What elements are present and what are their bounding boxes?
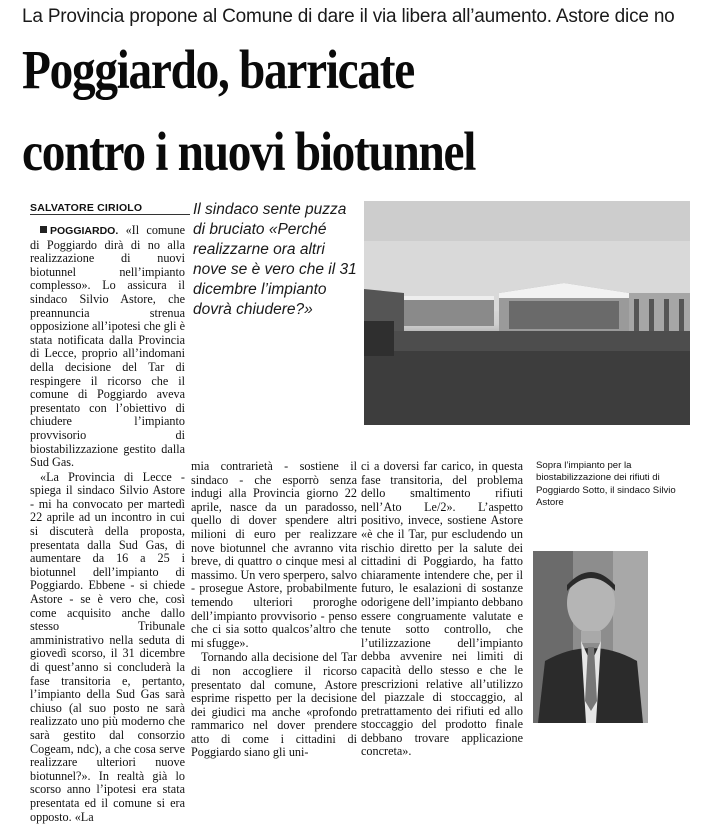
kicker-subheadline: La Provincia propone al Comune di dare il via libera all’aumento. Astore dice no bbox=[22, 6, 675, 27]
column-3-paragraph-1: ci a doversi far carico, in questa fase transitoria, del problema dello smaltimento rifiuti nell’Ato Le/2». L’aspetto positivo, invece, sostiene Astore «è che il Tar, pur escludendo un rischio diretto per la salute dei cittadini di Poggiardo, ha fatto chiaramente intendere che, per il futuro, le esalazioni di sostanze odorigene dell’impianto debbano essere congruamente valutate e tenute sotto controllo, che l’utilizzazione dell’impianto debba avvenire nei limiti di capacità dello stesso e che le prescrizioni relative all’utilizzo del piazzale di stoccaggio, al pretrattamento dei rifiuti ed allo stoccaggio del prodotto finale debbano trovare applicazione concreta». bbox=[361, 459, 523, 759]
bullet-square-icon bbox=[40, 226, 47, 233]
article-column-2 bbox=[191, 460, 357, 761]
byline: SALVATORE CIRIOLO bbox=[30, 202, 143, 214]
byline-rule bbox=[30, 214, 190, 215]
headline-line-2: contro i nuovi biotunnel bbox=[22, 121, 476, 182]
article-column-1 bbox=[30, 224, 185, 825]
column-1-paragraph-2: «La Provincia di Lecce - spiega il sindaco Silvio Astore - mi ha convocato per martedì 22 aprile ad un incontro in cui si discuterà della proposta, presentata dalla Sud Gas, di aumentare da 16 a 25 i biotunnel dell’impianto di Poggiardo. Ebbene - si chiede Astore - se è vero che, così come acquisito anche dallo stesso Tribunale amministrativo nella seduta di giovedì scorso, il 31 dicembre di quest’anno si concluderà la fase transitoria e, pertanto, l’impianto della Sud Gas sarà chiuso (al suo posto ne sarà realizzato uno più moderno che sarà gestito dal consorzio Cogeam, ndc), a che cosa serve realizzare ulteriori nuove biotunnel?». In realtà già lo scorso anno l’ipotesi era stata presentata ed il comune si era opposto. «La bbox=[30, 469, 185, 824]
headline-line-1: Poggiardo, barricate bbox=[22, 39, 414, 100]
column-1-paragraph-1: «Il comune di Poggiardo dirà di no alla realizzazione di nuovi biotunnel nell’impianto complesso». Lo assicura il sindaco Silvio Astore, che preannuncia strenua opposizione all’ipotesi che gli è stata notificata dalla Provincia di Lecce, proprio all’indomani della decisione del Tar di respingere il ricorso che il comune di Poggiardo aveva presentato con l’obiettivo di chiudere l’impianto provvisorio di biostabilizzazione gestito dalla Sud Gas. bbox=[30, 223, 186, 470]
photo-caption: Sopra l’impianto per la biostabilizzazione dei rifiuti di Poggiardo Sotto, il sindaco Silvio Astore bbox=[536, 460, 676, 508]
article-column-3 bbox=[361, 460, 523, 760]
plant-photo-illustration bbox=[364, 201, 690, 425]
column-2-paragraph-1: mia contrarietà - sostiene il sindaco - che esporrò senza indugi alla Provincia giorno 22 aprile, nasce da un paradosso, quello di dover spendere altri milioni di euro per realizzare nove biotunnel che avranno vita breve, di quattro o cinque mesi al massimo. Un vero sperpero, salvo - prosegue Astore, probabilmente temendo ulteriori proroghe dell’impianto provvisorio - penso che ci sia sotto qualcos’altro che mi sfugge». bbox=[191, 459, 357, 650]
pull-quote: Il sindaco sente puzza di bruciato «Perché realizzarne ora altri nove se è vero che il 31 dicembre l’impianto dovrà chiudere?» bbox=[193, 201, 357, 318]
plant-photo bbox=[364, 201, 690, 425]
portrait-illustration bbox=[533, 551, 648, 723]
mayor-portrait bbox=[533, 551, 648, 723]
dateline: POGGIARDO. bbox=[50, 225, 119, 237]
column-2-paragraph-2: Tornando alla decisione del Tar di non accogliere il ricorso presentato dal comune, Astore esprime rispetto per la decisione dei giudici ma anche «profondo rammarico nel dover prendere atto di come i cittadini di Poggiardo siano gli uni- bbox=[191, 650, 357, 760]
